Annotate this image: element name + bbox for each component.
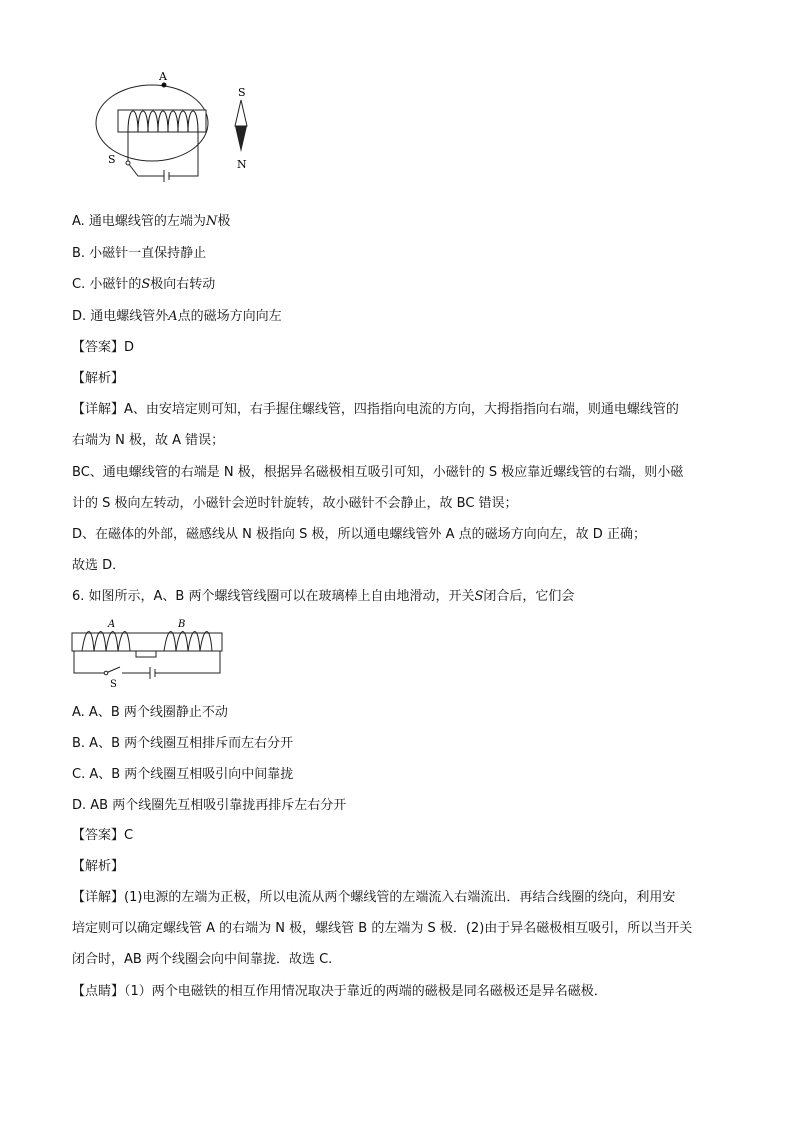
switch-label: S bbox=[108, 153, 116, 166]
switch-label-2: S bbox=[110, 679, 117, 690]
q6-option-c: C. A、B 两个线圈互相吸引向中间靠拢 bbox=[72, 767, 294, 782]
needle-top-label: S bbox=[238, 86, 246, 99]
q5-detail-4: 计的 S 极向左转动，小磁针会逆时针旋转，故小磁针不会静止，故 BC 错误； bbox=[72, 496, 518, 511]
q5-option-b: B. 小磁针一直保持静止 bbox=[72, 246, 207, 261]
q6-answer: 【答案】C bbox=[72, 828, 134, 843]
q5-answer: 【答案】D bbox=[72, 340, 135, 355]
two-coils-figure bbox=[70, 615, 230, 690]
q6-detail-3: 闭合时，AB 两个线圈会向中间靠拢．故选 C. bbox=[72, 952, 333, 967]
q5-option-a: A. 通电螺线管的左端为N极 bbox=[72, 214, 231, 229]
q5-detail-1: 【详解】A、由安培定则可知，右手握住螺线管，四指指向电流的方向，大拇指指向右端，则通电螺线管的 bbox=[72, 402, 679, 417]
q5-analysis-label: 【解析】 bbox=[72, 371, 125, 386]
solenoid-compass-figure bbox=[92, 68, 272, 188]
q6-note: 【点睛】（1）两个电磁铁的相互作用情况取决于靠近的两端的磁极是同名磁极还是异名磁极． bbox=[72, 984, 607, 999]
q6-detail-2: 培定则可以确定螺线管 A 的右端为 N 极，螺线管 B 的左端为 S 极．(2)由于异名磁极相互吸引，所以当开关 bbox=[72, 921, 693, 936]
point-a bbox=[162, 83, 167, 88]
circuit-wires bbox=[128, 132, 198, 182]
coil-b-label: B bbox=[178, 619, 186, 630]
q6-option-b: B. A、B 两个线圈互相排斥而左右分开 bbox=[72, 736, 294, 751]
coil-a-label: A bbox=[108, 619, 116, 630]
q5-detail-3: BC、通电螺线管的右端是 N 极，根据异名磁极相互吸引可知，小磁针的 S 极应靠近螺线管的右端，则小磁 bbox=[72, 465, 684, 480]
q6-option-d: D. AB 两个线圈先互相吸引靠拢再排斥左右分开 bbox=[72, 798, 347, 813]
compass-needle-south bbox=[235, 100, 247, 126]
q6-option-a: A. A、B 两个线圈静止不动 bbox=[72, 705, 228, 720]
q6-analysis-label: 【解析】 bbox=[72, 859, 125, 874]
q5-detail-6: 故选 D． bbox=[72, 558, 126, 573]
q5-option-c: C. 小磁针的S极向右转动 bbox=[72, 277, 216, 292]
circuit-wires-2 bbox=[74, 651, 220, 679]
solenoid-core bbox=[118, 110, 206, 132]
needle-bottom-label: N bbox=[237, 158, 247, 171]
compass-needle-north bbox=[235, 126, 247, 152]
point-a-label: A bbox=[159, 70, 167, 83]
q5-option-d: D. 通电螺线管外A点的磁场方向向左 bbox=[72, 309, 282, 324]
q5-detail-5: D、在磁体的外部，磁感线从 N 极指向 S 极，所以通电螺线管外 A 点的磁场方向向左，故 D 正确； bbox=[72, 527, 646, 542]
q6-detail-1: 【详解】(1)电源的左端为正极，所以电流从两个螺线管的左端流入右端流出．再结合线圈的绕向，利用安 bbox=[72, 890, 676, 905]
q5-detail-2: 右端为 N 极，故 A 错误； bbox=[72, 433, 225, 448]
q6-stem: 6. 如图所示，A、B 两个螺线管线圈可以在玻璃棒上自由地滑动，开关S闭合后，它们会 bbox=[72, 589, 575, 604]
